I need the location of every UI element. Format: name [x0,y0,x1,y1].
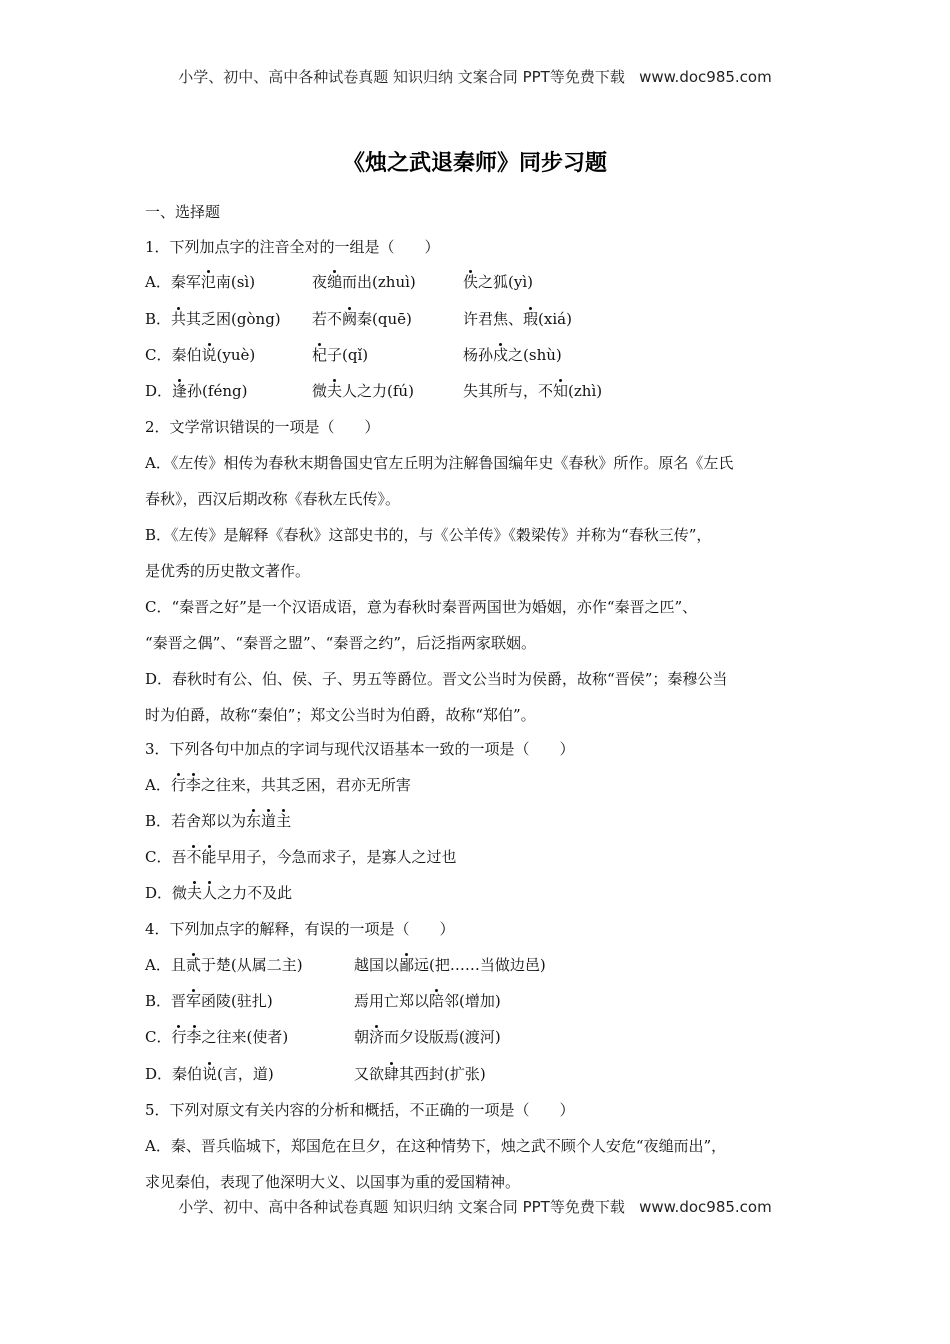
q1-option-a-2 [312,272,416,292]
question-1-stem: 1．下列加点字的注音全对的一组是（ ） [145,238,440,256]
q3-option-d [145,883,292,903]
text-run: (xiá) [538,310,572,328]
text-run: 于楚(从属二主) [200,956,303,974]
emphasized-char: 行 [171,1028,187,1046]
emphasized-char: 说 [201,346,217,364]
text-run: 失其所与，不 [463,382,554,400]
option-label: B． [145,310,172,328]
page-header: 小学、初中、高中各种试卷真题 知识归纳 文案合同 PPT等免费下载 www.doc985.com [178,68,772,86]
question-4-stem: 4．下列加点字的解释，有误的一项是（ ） [145,920,455,938]
text-run: C．吾 [145,848,187,866]
emphasized-char: 夫 [327,382,343,400]
q4-option-c-2 [354,1027,501,1047]
text-run: 远(把……当做边邑) [414,956,546,974]
q1-option-d-1 [145,381,247,401]
emphasized-char: 夫 [187,884,203,902]
emphasized-char: 李 [186,1028,202,1046]
emphasized-char: 戍 [493,346,509,364]
text-run: A． [145,776,171,794]
emphasized-char: 陪 [429,992,445,1010]
q2-text-line: B．《左传》是解释《春秋》这部史书的，与《公羊传》《穀梁传》并称为“春秋三传”， [145,526,712,544]
emphasized-char: 军 [186,992,202,1010]
q4-option-a-1 [145,955,303,975]
emphasized-char: 阙 [342,310,358,328]
text-run: 夜 [312,273,328,291]
q2-text-line: 春秋》，西汉后期改称《春秋左氏传》。 [145,490,401,508]
emphasized-char: 佚 [463,273,479,291]
q1-option-a-3 [463,272,533,292]
text-run: 邻(增加) [444,992,501,1010]
emphasized-char: 知 [553,382,569,400]
emphasized-char: 行 [170,776,186,794]
emphasized-char: 不 [186,848,202,866]
text-run: 秦军 [170,273,201,291]
emphasized-char: 主 [276,812,292,830]
page-footer: 小学、初中、高中各种试卷真题 知识归纳 文案合同 PPT等免费下载 www.doc985.com [178,1198,772,1216]
option-label: A． [145,273,171,291]
q3-option-c [145,847,457,867]
text-run: 孙(féng) [187,382,248,400]
q2-text-line: 时为伯爵，故称“秦伯”；郑文公当时为伯爵，故称“郑伯”。 [145,706,536,724]
q4-option-d-1 [145,1064,274,1084]
emphasized-char: 共 [171,310,187,328]
text-run: 焉用亡郑以 [354,992,430,1010]
emphasized-char: 道 [261,812,277,830]
emphasized-char: 瑕 [523,310,539,328]
text-run: A．且 [145,956,186,974]
text-run: 其西封(扩张) [399,1065,486,1083]
q5-text-line: A．秦、晋兵临城下，郑国危在旦夕，在这种情势下，烛之武不顾个人安危“夜缒而出”， [145,1137,727,1155]
option-label: C． [145,346,172,364]
q4-option-b-2 [354,991,501,1011]
text-run: (言，道) [217,1065,274,1083]
q4-option-c-1 [145,1027,288,1047]
text-run: B．若舍郑以为 [145,812,247,830]
q1-option-c-1 [145,345,255,365]
text-run: B．晋 [145,992,187,1010]
text-run: (yuè) [216,346,256,364]
q4-option-a-2 [354,955,546,975]
emphasized-char: 东 [246,812,262,830]
question-2-stem: 2．文学常识错误的一项是（ ） [145,418,380,436]
text-run: 之狐(yì) [478,273,533,291]
text-run: 秦伯 [171,346,202,364]
q4-option-d-2 [354,1064,486,1084]
emphasized-char: 杞 [312,346,328,364]
text-run: 其乏困(gòng) [186,310,281,328]
q4-option-b-1 [145,991,273,1011]
question-3-stem: 3．下列各句中加点的字词与现代汉语基本一致的一项是（ ） [145,740,575,758]
text-run: 之往来，共其乏困，君亦无所害 [200,776,411,794]
option-label: D． [145,382,173,400]
q2-text-line: “秦晋之偶”、“秦晋之盟”、“秦晋之约”，后泛指两家联姻。 [145,634,537,652]
question-5-stem: 5．下列对原文有关内容的分析和概括，不正确的一项是（ ） [145,1101,575,1119]
emphasized-char: 济 [369,1028,385,1046]
q1-option-a-1 [145,272,255,292]
q1-option-b-3 [463,309,572,329]
emphasized-char: 李 [185,776,201,794]
text-run: 人之力(fú) [342,382,414,400]
text-run: 之往来(使者) [201,1028,289,1046]
text-run: 微 [312,382,328,400]
q1-option-b-1 [145,309,281,329]
q2-text-line: C．“秦晋之好”是一个汉语成语，意为春秋时秦晋两国世为婚姻，亦作“秦晋之匹”、 [145,598,698,616]
text-run: 秦(quē) [357,310,412,328]
q1-option-d-3 [463,381,602,401]
emphasized-char: 氾 [200,273,216,291]
q1-option-c-2 [312,345,368,365]
q3-option-b [145,811,291,831]
emphasized-char: 能 [201,848,217,866]
text-run: 之力不及此 [217,884,293,902]
q2-text-line: 是优秀的历史散文著作。 [145,562,311,580]
emphasized-char: 缒 [327,273,343,291]
text-run: 又欲 [354,1065,385,1083]
emphasized-char: 逢 [172,382,188,400]
emphasized-char: 肆 [384,1065,400,1083]
text-run: 南(sì) [215,273,256,291]
text-run: 若不 [312,310,343,328]
text-run: D．微 [145,884,188,902]
emphasized-char: 说 [202,1065,218,1083]
text-run: 杨孙 [463,346,494,364]
text-run: D．秦伯 [145,1065,203,1083]
q2-text-line: A．《左传》相传为春秋末期鲁国史官左丘明为注解鲁国编年史《春秋》所作。原名《左氏 [145,454,734,472]
q1-option-c-3 [463,345,562,365]
text-run: 子(qǐ) [327,346,369,364]
emphasized-char: 鄙 [399,956,415,974]
text-run: 朝 [354,1028,370,1046]
text-run: 越国以 [354,956,400,974]
emphasized-char: 人 [202,884,218,902]
text-run: 许君焦、 [463,310,524,328]
section-heading: 一、选择题 [145,203,221,221]
q2-text-line: D．春秋时有公、伯、侯、子、男五等爵位。晋文公当时为侯爵，故称“晋侯”；秦穆公当 [145,670,728,688]
text-run: (zhì) [568,382,603,400]
q1-option-d-2 [312,381,414,401]
text-run: C． [145,1028,172,1046]
text-run: 函陵(驻扎) [201,992,273,1010]
text-run: 之(shù) [508,346,562,364]
text-run: 而出(zhuì) [342,273,416,291]
page-title: 《烛之武退秦师》同步习题 [342,151,607,176]
q3-option-a [145,775,411,795]
q1-option-b-2 [312,309,412,329]
emphasized-char: 贰 [185,956,201,974]
q5-text-line: 求见秦伯，表现了他深明大义、以国事为重的爱国精神。 [145,1173,521,1191]
text-run: 早用子，今急而求子，是寡人之过也 [216,848,457,866]
text-run: 而夕设版焉(渡河) [384,1028,501,1046]
